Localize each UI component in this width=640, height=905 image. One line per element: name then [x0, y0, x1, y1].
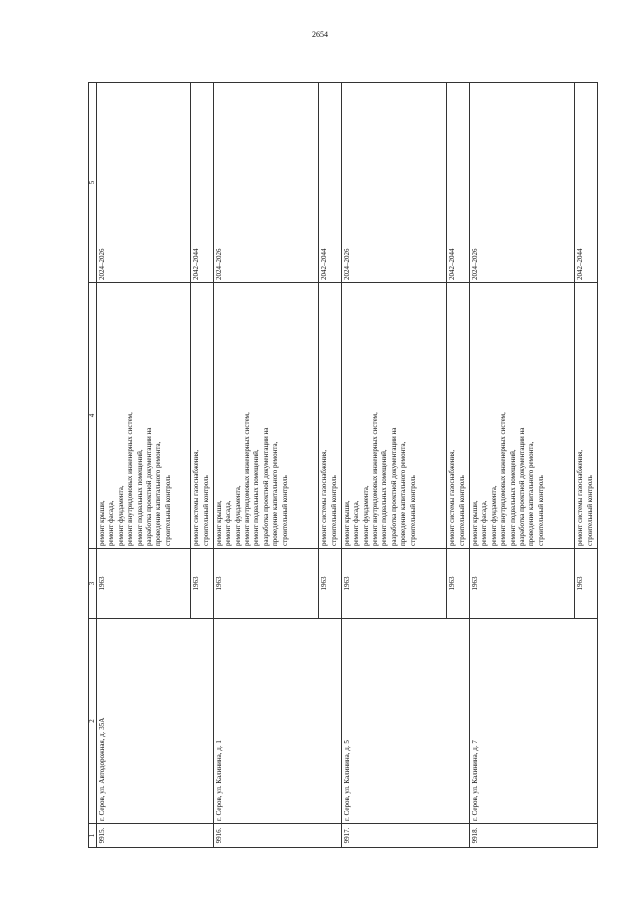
column-number-row	[89, 83, 97, 848]
table-row	[469, 83, 575, 848]
year-cell: 1963	[575, 549, 598, 619]
column-header: 1	[89, 824, 97, 848]
address-cell: г. Серов, ул. Калинина, д. 5	[341, 619, 469, 824]
page-number: 2654	[312, 30, 328, 39]
year-cell: 1963	[469, 549, 575, 619]
works-cell: ремонт системы газоснабжения, строительный контроль	[575, 283, 598, 549]
works-cell: ремонт крыши, ремонт фасада, ремонт фундамента, ремонт внутридомовых инженерных систем, ремонт подвальных помещений, разработка проектной документации на проведение капитального ремонта, строительный контроль	[213, 283, 319, 549]
works-cell: ремонт системы газоснабжения, строительный контроль	[191, 283, 214, 549]
year-cell: 1963	[191, 549, 214, 619]
year-cell: 1963	[97, 549, 191, 619]
period-cell: 2024–2026	[341, 83, 447, 283]
table-row	[213, 83, 319, 848]
year-cell: 1963	[213, 549, 319, 619]
works-cell: ремонт системы газоснабжения, строительный контроль	[447, 283, 470, 549]
row-number: 9918.	[469, 824, 597, 848]
year-cell: 1963	[447, 549, 470, 619]
year-cell: 1963	[319, 549, 342, 619]
works-cell: ремонт системы газоснабжения, строительный контроль	[319, 283, 342, 549]
year-cell: 1963	[341, 549, 447, 619]
column-header: 2	[89, 619, 97, 824]
table-row	[97, 83, 191, 848]
period-cell: 2024–2026	[213, 83, 319, 283]
period-cell: 2024–2026	[97, 83, 191, 283]
column-header: 4	[89, 283, 97, 549]
works-cell: ремонт крыши, ремонт фасада, ремонт фундамента, ремонт внутридомовых инженерных систем, ремонт подвальных помещений, разработка проектной документации на проведение капитального ремонта, строительный контроль	[469, 283, 575, 549]
period-cell: 2042–2044	[447, 83, 470, 283]
period-cell: 2042–2044	[575, 83, 598, 283]
row-number: 9917.	[341, 824, 469, 848]
capital-repair-table	[88, 82, 598, 848]
works-cell: ремонт крыши, ремонт фасада, ремонт фундамента, ремонт внутридомовых инженерных систем, ремонт подвальных помещений, разработка проектной документации на проведение капитального ремонта, строительный контроль	[341, 283, 447, 549]
row-number: 9916.	[213, 824, 341, 848]
address-cell: г. Серов, ул. Калинина, д. 7	[469, 619, 597, 824]
works-cell: ремонт крыши, ремонт фасада, ремонт фундамента, ремонт внутридомовых инженерных систем, ремонт подвальных помещений, разработка проектной документации на проведение капитального ремонта, строительный контроль	[97, 283, 191, 549]
address-cell: г. Серов, ул. Калинина, д. 1	[213, 619, 341, 824]
row-number: 9915.	[97, 824, 214, 848]
table-row	[341, 83, 447, 848]
column-header: 3	[89, 549, 97, 619]
period-cell: 2024–2026	[469, 83, 575, 283]
period-cell: 2042–2044	[191, 83, 214, 283]
column-header: 5	[89, 83, 97, 283]
rotated-table-sheet	[88, 83, 598, 848]
address-cell: г. Серов, ул. Автодорожная, д. 35А	[97, 619, 214, 824]
period-cell: 2042–2044	[319, 83, 342, 283]
